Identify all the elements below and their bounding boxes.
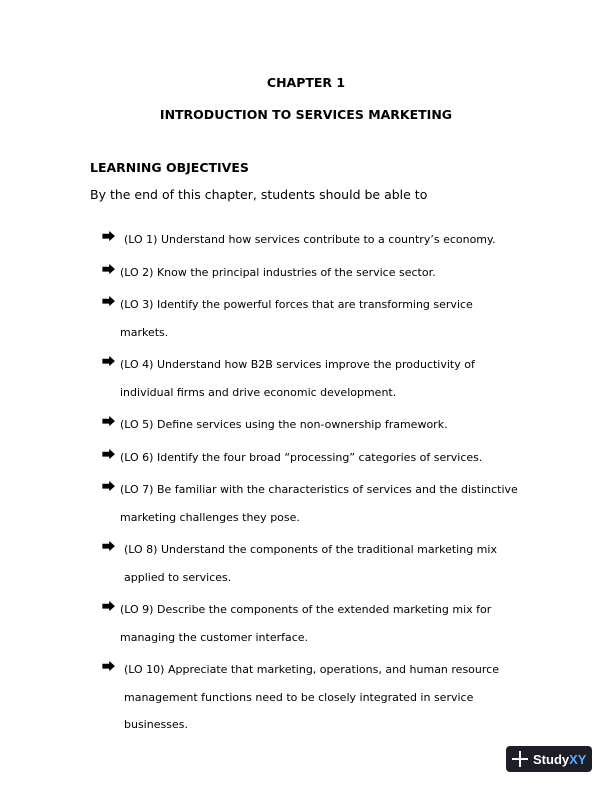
arrow-bullet-icon: ⮕: [102, 480, 116, 495]
studyxy-badge[interactable]: [506, 746, 592, 772]
objective-text: [118, 536, 497, 591]
objective-text: [118, 656, 499, 739]
objective-line: businesses.: [124, 718, 188, 731]
objective-line: (LO 10) Appreciate that marketing, operations, and human resource: [124, 663, 499, 676]
badge-brand-xy: XY: [569, 751, 587, 767]
objective-line: management functions need to be closely integrated in service: [124, 690, 474, 704]
chapter-title: INTRODUCTION TO SERVICES MARKETING: [159, 107, 453, 122]
intro-text: By the end of this chapter, students should be able to: [90, 187, 428, 202]
objective-item: [102, 351, 542, 406]
objective-text: [118, 226, 495, 254]
objective-line: (LO 5) Define services using the non-ownership framework.: [120, 418, 448, 431]
section-heading: LEARNING OBJECTIVES: [90, 160, 249, 175]
objective-line: managing the customer interface.: [120, 630, 309, 644]
arrow-bullet-icon: ⮕: [102, 660, 116, 675]
objective-line: applied to services.: [124, 570, 232, 584]
objective-item: [102, 291, 542, 346]
objective-line: markets.: [120, 325, 169, 339]
badge-brand-study: Study: [533, 751, 570, 767]
arrow-bullet-icon: ⮕: [102, 447, 116, 463]
objective-line: (LO 3) Identify the powerful forces that are transforming service: [120, 298, 473, 311]
objective-line: (LO 2) Know the principal industries of the service sector.: [120, 265, 436, 279]
arrow-bullet-icon: ⮕: [102, 415, 116, 430]
arrow-bullet-icon: ⮕: [102, 262, 116, 278]
objectives-list: [102, 226, 542, 744]
arrow-bullet-icon: ⮕: [102, 540, 116, 555]
chapter-number: CHAPTER 1: [266, 75, 346, 90]
objective-item: [102, 596, 542, 651]
objective-text: [118, 596, 491, 651]
objective-line: (LO 7) Be familiar with the characteristics of services and the distinctive: [120, 483, 518, 496]
objective-line: individual firms and drive economic development.: [120, 385, 397, 399]
objective-line: (LO 8) Understand the components of the traditional marketing mix: [124, 543, 497, 556]
objective-item: [102, 259, 542, 287]
objective-line: marketing challenges they pose.: [120, 510, 300, 524]
objective-text: [118, 444, 482, 472]
arrow-bullet-icon: ⮕: [102, 230, 116, 245]
objective-item: [102, 226, 542, 254]
objective-line: (LO 6) Identify the four broad “processing” categories of services.: [120, 450, 483, 464]
objective-text: [118, 351, 475, 406]
objective-item: [102, 444, 542, 472]
objective-line: (LO 1) Understand how services contribute to a country’s economy.: [124, 233, 496, 246]
plus-icon: [512, 751, 528, 767]
objective-text: [118, 476, 518, 531]
arrow-bullet-icon: ⮕: [102, 355, 116, 370]
objective-item: [102, 536, 542, 591]
arrow-bullet-icon: ⮕: [102, 295, 116, 310]
objective-line: (LO 4) Understand how B2B services improve the productivity of: [120, 358, 475, 371]
objective-line: (LO 9) Describe the components of the extended marketing mix for: [120, 603, 492, 616]
objective-text: [118, 291, 473, 346]
objective-item: [102, 476, 542, 531]
objective-text: [118, 411, 448, 439]
arrow-bullet-icon: ⮕: [102, 600, 116, 615]
objective-item: [102, 411, 542, 439]
objective-text: [118, 259, 436, 287]
objective-item: [102, 656, 542, 739]
